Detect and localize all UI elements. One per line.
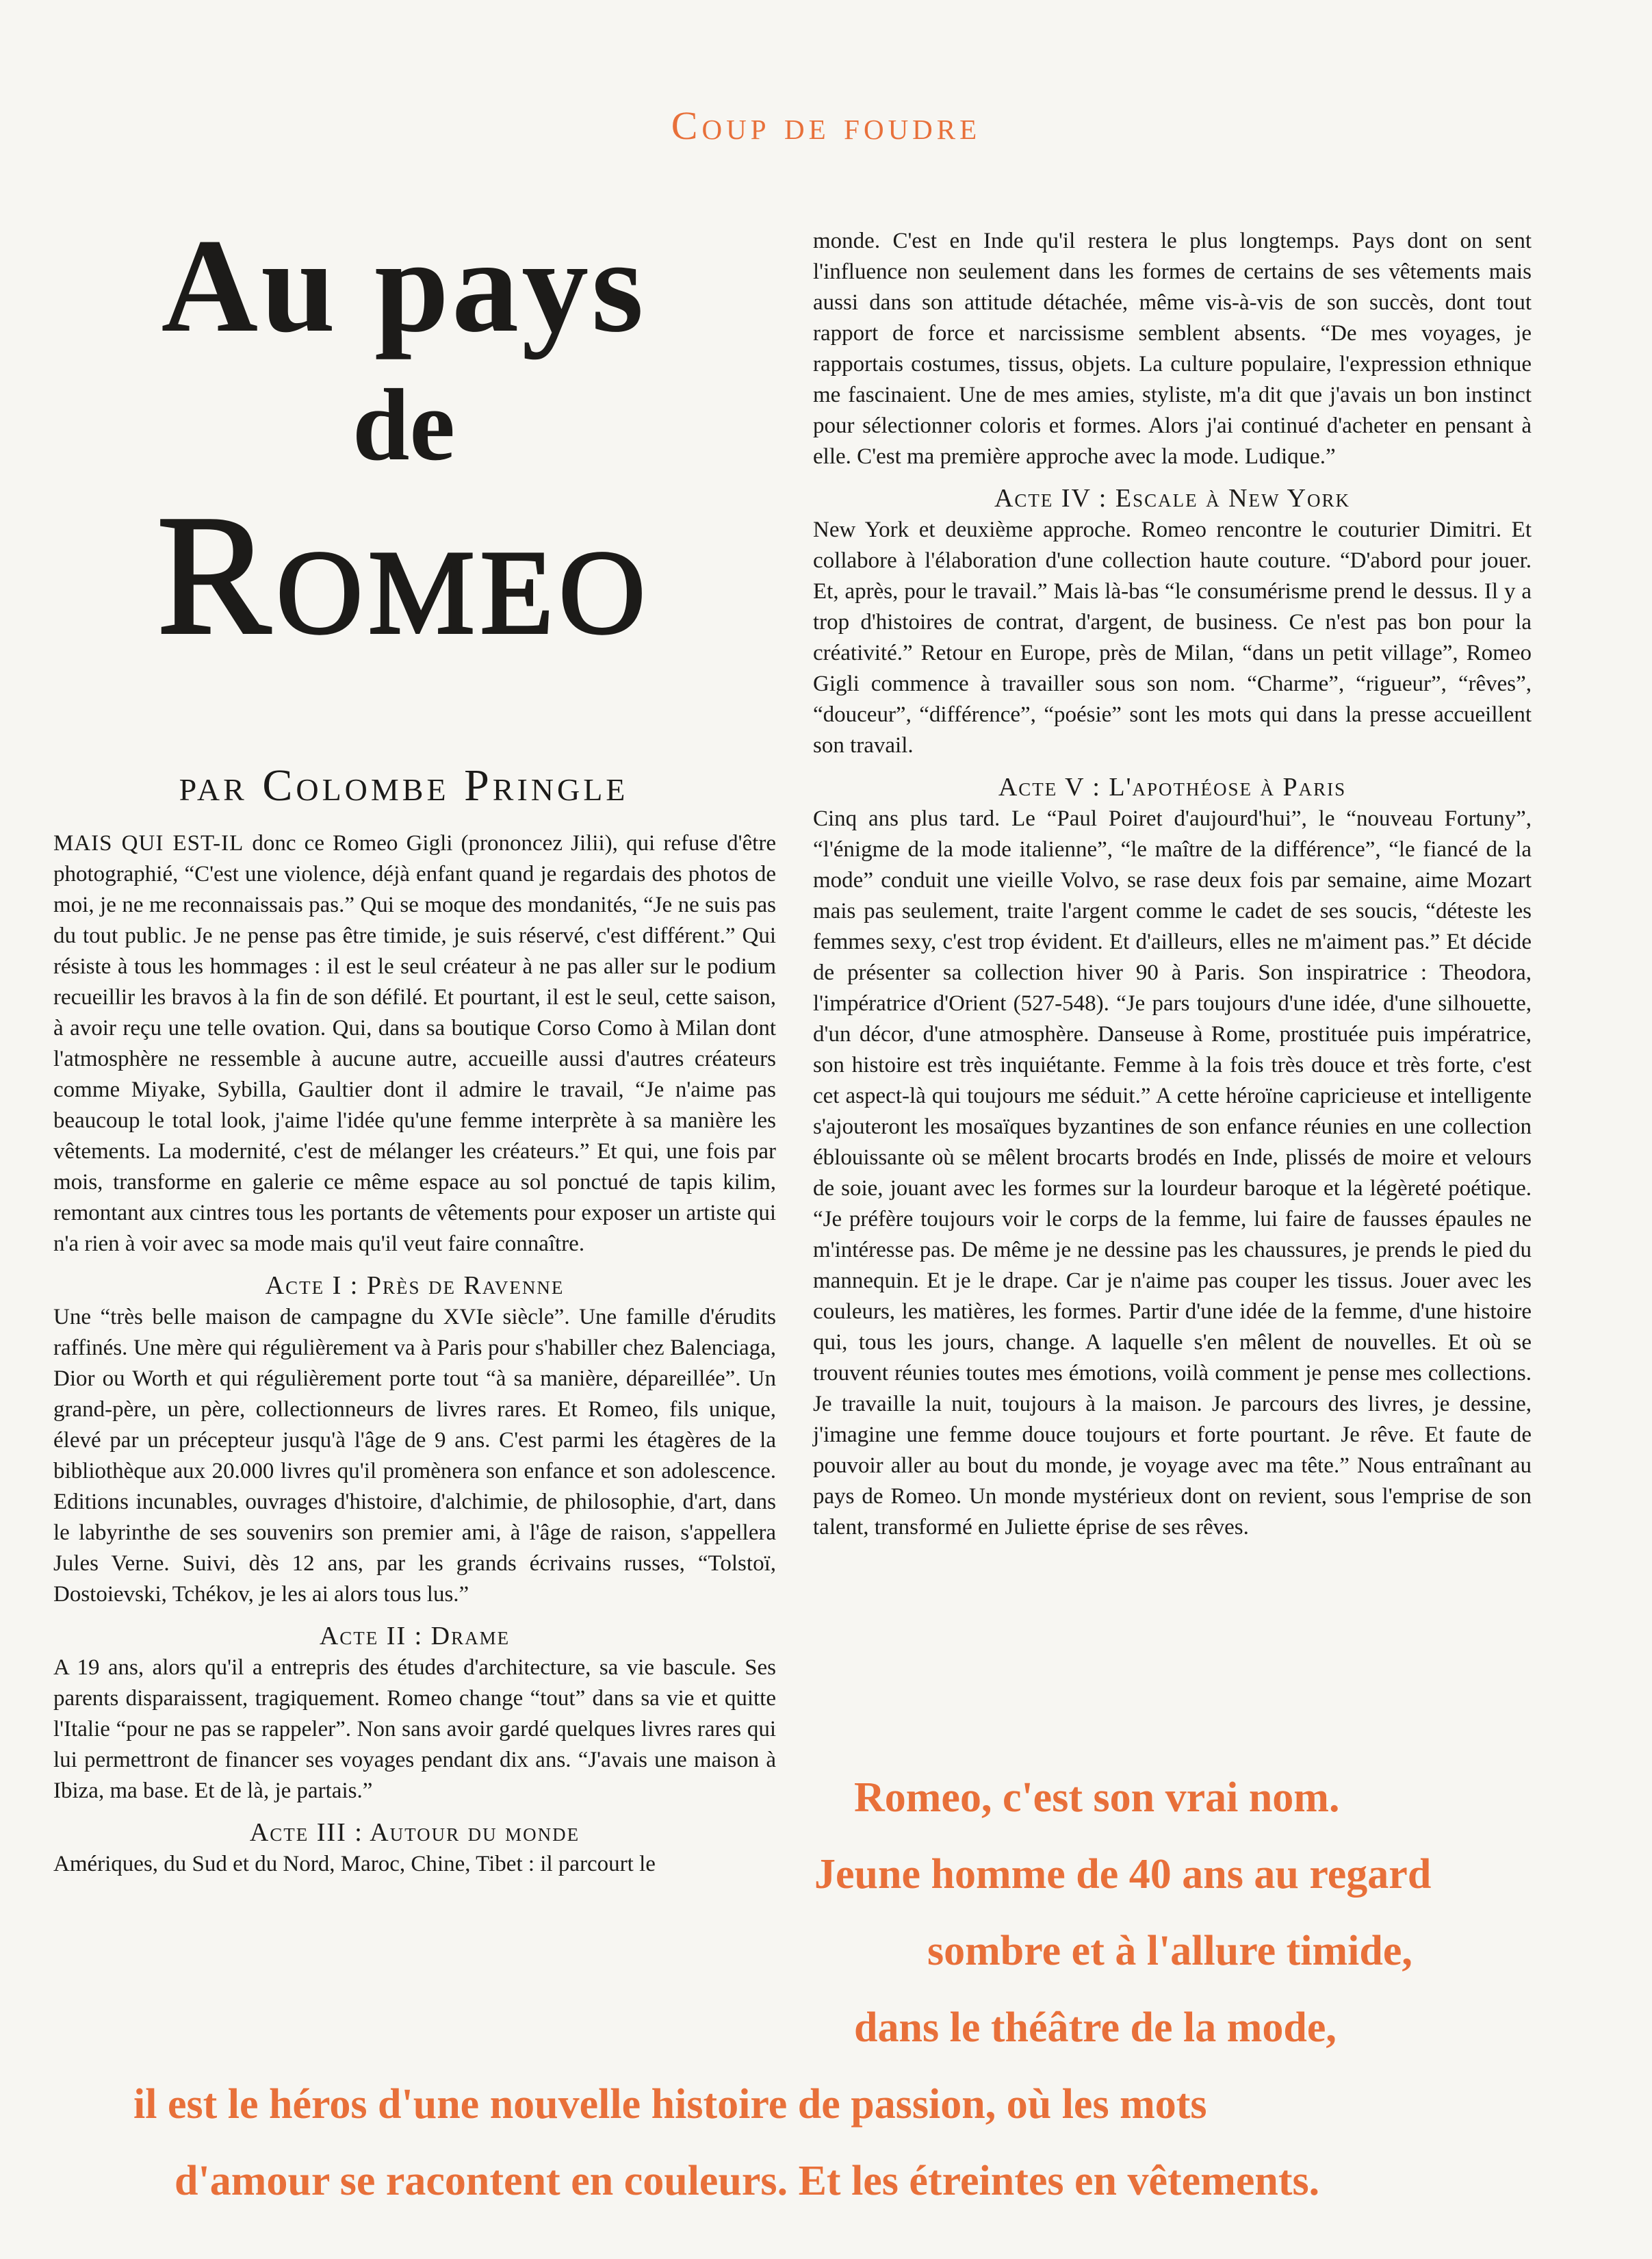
byline: par Colombe Pringle bbox=[179, 761, 629, 811]
acte-2-text: A 19 ans, alors qu'il a entrepris des études d'architecture, sa vie bascule. Ses parents disparaissent, tragiquement. Romeo change “tout” dans sa vie et quitte l'Italie “pour ne pas se rappeler”. Non sans avoir gardé quelques livres rares qui lui permettront de financer ses voyages pendant dix ans. “J'avais une maison à Ibiza, ma base. Et de là, je partais.” bbox=[53, 1655, 776, 1803]
section-kicker: Coup de foudre bbox=[671, 103, 981, 148]
pull-quote-line-2: Jeune homme de 40 ans au regard bbox=[814, 1851, 1432, 1898]
pull-quote-line-6: d'amour se racontent en couleurs. Et les étreintes en vêtements. bbox=[175, 2158, 1320, 2204]
left-column bbox=[53, 828, 776, 1880]
acte-1-heading: Acte I : Près de Ravenne bbox=[265, 1271, 565, 1300]
acte-4-text: New York et deuxième approche. Romeo rencontre le couturier Dimitri. Et collabore à l'élaboration d'une collection haute couture. “D'abord pour jouer. Et, après, pour le travail.” Mais là-bas “le consumérisme prend le dessus. Il y a trop d'histoires de contrat, d'argent, de business. Ce n'est pas bon pour la créativité.” Retour en Europe, près de Milan, “dans un petit village”, Romeo Gigli commence à travailler sous son nom. “Charme”, “rigueur”, “rêves”, “douceur”, “différence”, “poésie” sont les mots qui dans la presse accueillent son travail. bbox=[813, 518, 1532, 758]
acte-3-continued: monde. C'est en Inde qu'il restera le plus longtemps. Pays dont on sent l'influence non seulement dans les formes de certains de ses vêtements mais aussi dans son attitude détachée, même vis-à-vis de son succès, dont tout rapport de force et narcissisme semblent absents. “De mes voyages, je rapportais costumes, tissus, objets. La culture populaire, l'expression ethnique me fascinaient. Une de mes amies, styliste, m'a dit que j'avais un bon instinct pour sélectionner coloris et formes. Alors j'ai continué d'acheter en pensant à elle. C'est ma première approche avec la mode. Ludique.” bbox=[813, 229, 1532, 469]
title-line-1: Au pays bbox=[161, 212, 647, 360]
acte-1-text: Une “très belle maison de campagne du XVIe siècle”. Une famille d'érudits raffinés. Une mère qui régulièrement va à Paris pour s'habiller chez Balenciaga, Dior ou Worth et qui régulièrement porte tout “à sa manière, dépareillée”. Un grand-père, un père, collectionneurs de livres rares. Et Romeo, fils unique, élevé par un précepteur jusqu'à l'âge de 9 ans. C'est parmi les étagères de la bibliothèque aux 20.000 livres qu'il promènera son enfance et son adolescence. Editions incunables, ouvrages d'histoire, d'alchimie, de philosophie, d'art, dans le labyrinthe de ses souvenirs son premier ami, à l'âge de raison, s'appellera Jules Verne. Suivi, dès 12 ans, par les grands écrivains russes, “Tolstoï, Dostoievski, Tchékov, je les ai alors tous lus.” bbox=[53, 1305, 776, 1607]
acte-3-text: Amériques, du Sud et du Nord, Maroc, Chine, Tibet : il parcourt le bbox=[53, 1852, 656, 1876]
article-title bbox=[41, 212, 766, 670]
pull-quote-line-4: dans le théâtre de la mode, bbox=[854, 2004, 1337, 2051]
title-line-2: de bbox=[352, 368, 455, 482]
title-line-3: Romeo bbox=[156, 481, 651, 670]
pull-quote-line-5: il est le héros d'une nouvelle histoire de passion, où les mots bbox=[133, 2081, 1207, 2128]
acte-5-text: Cinq ans plus tard. Le “Paul Poiret d'aujourd'hui”, le “nouveau Fortuny”, “l'énigme de la mode italienne”, “le maître de la différence”, “le fiancé de la mode” conduit une vieille Volvo, se rase deux fois par semaine, aime Mozart mais pas seulement, traite l'argent comme le cadet de ses soucis, “déteste les femmes sexy, c'est trop évident. Et d'ailleurs, elles ne m'aiment pas.” Et décide de présenter sa collection hiver 90 à Paris. Son inspiratrice : Theodora, l'impératrice d'Orient (527-548). “Je pars toujours d'une idée, d'une silhouette, d'un décor, d'une atmosphère. Danseuse à Rome, prostituée puis impératrice, son histoire est très inquiétante. Femme à la fois très douce et très forte, c'est cet aspect-là qui toujours me séduit.” A cette héroïne capricieuse et intelligente s'ajouteront les mosaïques byzantines de son enfance réunies en une collection éblouissante où se mêlent brocarts brodés en Inde, plissés de moire et velours de soie, jouant avec les formes sur la lourdeur baroque et la légèreté poétique. “Je préfère toujours voir le corps de la femme, lui faire de fausses épaules ne m'intéresse pas. De même je ne dessine pas les chaussures, je prends le pied du mannequin. Et je le drape. Car je n'aime pas couper les tissus. Jouer avec les couleurs, les matières, les formes. Partir d'une idée de la femme, d'une histoire qui, tous les jours, change. A laquelle s'en mêlent de nouvelles. Et où se trouvent réunies toutes mes émotions, voilà comment je pense mes collections. Je travaille la nuit, toujours à la maison. Je parcours des livres, je dessine, j'imagine une femme douce toujours et forte pourtant. Je rêve. Et faute de pouvoir aller au bout du monde, je voyage avec ma tête.” Nous entraînant au pays de Romeo. Un monde mystérieux dont on revient, sous l'emprise de son talent, transformé en Juliette éprise de ses rêves. bbox=[813, 806, 1532, 1540]
pull-quote bbox=[0, 1759, 1652, 2219]
intro-text: donc ce Romeo Gigli (prononcez Jilii), qui refuse d'être photographié, “C'est une violence, déjà enfant quand je regardais des photos de moi, je ne me reconnaissais pas.” Qui se moque des mondanités, “Je ne suis pas du tout public. Je ne pense pas être timide, je suis réservé, c'est différent.” Qui résiste à tous les hommages : il est le seul créateur à ne pas aller sur le podium recueillir les bravos à la fin de son défilé. Et pourtant, il est le seul, cette saison, à avoir reçu une telle ovation. Qui, dans sa boutique Corso Como à Milan dont l'atmosphère ne ressemble à aucune autre, accueille aussi d'autres créateurs comme Miyake, Sybilla, Gaultier dont il admire le travail, “Je n'aime pas beaucoup le total look, j'aime l'idée qu'une femme interprète à sa manière les vêtements. La modernité, c'est de mélanger les créateurs.” Et qui, une fois par mois, transforme en galerie ce même espace au sol ponctué de tapis kilim, remontant aux cintres tous les portants de vêtements pour exposer un artiste qui n'a rien à voir avec sa mode mais qu'il veut faire connaître. bbox=[53, 831, 776, 1256]
acte-2-heading: Acte II : Drame bbox=[319, 1622, 511, 1650]
acte-4-heading: Acte IV : Escale à New York bbox=[994, 484, 1351, 513]
pull-quote-line-3: sombre et à l'allure timide, bbox=[927, 1928, 1412, 1974]
acte-3-heading: Acte III : Autour du monde bbox=[249, 1818, 580, 1847]
right-column bbox=[813, 226, 1532, 1543]
intro-paragraph bbox=[53, 828, 776, 1260]
pull-quote-line-1: Romeo, c'est son vrai nom. bbox=[854, 1774, 1340, 1821]
intro-lead: MAIS QUI EST-IL bbox=[53, 831, 244, 856]
acte-5-heading: Acte V : L'apothéose à Paris bbox=[998, 773, 1347, 802]
